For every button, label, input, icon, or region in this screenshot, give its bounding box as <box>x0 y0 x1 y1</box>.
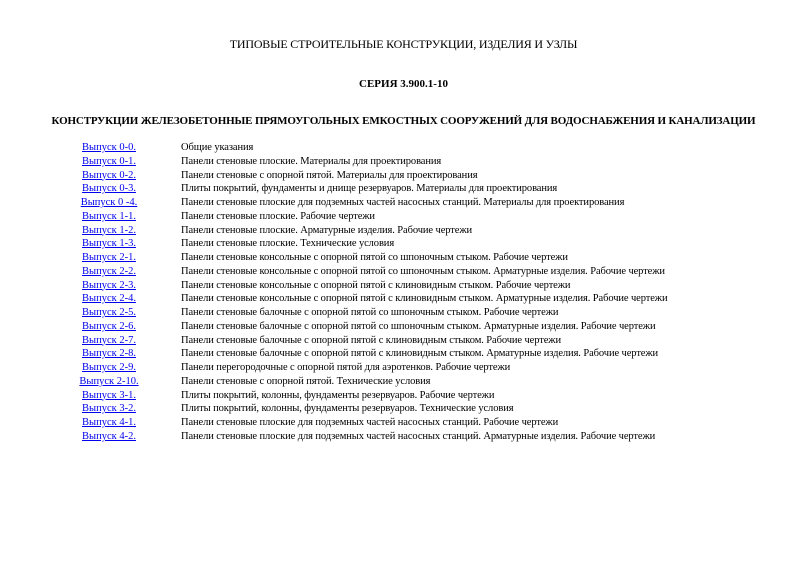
issue-row <box>0 292 807 306</box>
issue-description: Панели стеновые балочные с опорной пятой с клиновидным стыком. Рабочие чертежи <box>181 334 561 346</box>
issue-description: Панели стеновые балочные с опорной пятой с клиновидным стыком. Арматурные изделия. Рабочие чертежи <box>181 348 659 360</box>
series-number: СЕРИЯ 3.900.1-10 <box>359 78 448 90</box>
issue-row <box>0 251 807 265</box>
document-title: КОНСТРУКЦИИ ЖЕЛЕЗОБЕТОННЫЕ ПРЯМОУГОЛЬНЫХ ЕМКОСТНЫХ СООРУЖЕНИЙ ДЛЯ ВОДОСНАБЖЕНИЯ И КАНАЛИЗАЦИИ <box>51 115 756 127</box>
issue-link[interactable]: Выпуск 2-9. <box>82 362 136 373</box>
issue-link[interactable]: Выпуск 0-0. <box>82 142 136 153</box>
issue-row <box>0 375 807 389</box>
issue-description: Панели стеновые консольные с опорной пятой со шпоночным стыком. Арматурные изделия. Рабочие чертежи <box>181 265 665 277</box>
issue-description: Панели стеновые плоские. Рабочие чертежи <box>181 210 375 222</box>
issue-description: Панели стеновые с опорной пятой. Материалы для проектирования <box>181 169 478 181</box>
issue-row <box>0 334 807 348</box>
issue-description: Панели стеновые консольные с опорной пятой с клиновидным стыком. Рабочие чертежи <box>181 279 571 291</box>
issue-list <box>0 141 807 444</box>
issue-row <box>0 389 807 403</box>
issue-description: Панели стеновые плоские для подземных частей насосных станций. Рабочие чертежи <box>181 417 559 428</box>
issue-row <box>0 237 807 251</box>
issue-link[interactable]: Выпуск 2-3. <box>82 279 136 291</box>
issue-link[interactable]: Выпуск 0-1. <box>82 155 136 167</box>
issue-link[interactable]: Выпуск 1-1. <box>82 210 136 222</box>
issue-link[interactable]: Выпуск 0 -4. <box>80 197 138 208</box>
issue-description: Плиты покрытий, колонны, фундаменты резервуаров. Технические условия <box>181 403 514 415</box>
issue-description: Панели стеновые консольные с опорной пятой с клиновидным стыком. Арматурные изделия. Рабочие чертежи <box>181 293 668 305</box>
issue-link[interactable]: Выпуск 2-6. <box>82 320 136 332</box>
issue-description: Панели стеновые с опорной пятой. Технические условия <box>181 375 431 387</box>
issue-link[interactable]: Выпуск 2-5. <box>82 307 136 318</box>
issue-link[interactable]: Выпуск 0-2. <box>82 169 136 181</box>
issue-row <box>0 196 807 210</box>
issue-description: Плиты покрытий, фундаменты и днище резервуаров. Материалы для проектирования <box>181 183 558 195</box>
issue-row <box>0 306 807 320</box>
issue-link[interactable]: Выпуск 2-8. <box>82 348 136 360</box>
issue-description: Панели стеновые балочные с опорной пятой со шпоночным стыком. Арматурные изделия. Рабочие чертежи <box>181 320 656 332</box>
issue-description: Панели стеновые консольные с опорной пятой со шпоночным стыком. Рабочие чертежи <box>181 252 568 263</box>
issue-link[interactable]: Выпуск 3-2. <box>82 403 136 415</box>
issue-row <box>0 224 807 238</box>
issue-description: Общие указания <box>181 142 254 153</box>
issue-link[interactable]: Выпуск 3-1. <box>82 389 136 401</box>
issue-row <box>0 141 807 155</box>
issue-row <box>0 265 807 279</box>
issue-link[interactable]: Выпуск 2-10. <box>79 375 139 387</box>
issue-link[interactable]: Выпуск 2-1. <box>82 252 136 263</box>
issue-row <box>0 402 807 416</box>
issue-link[interactable]: Выпуск 2-2. <box>82 265 136 277</box>
issue-link[interactable]: Выпуск 1-2. <box>82 224 136 236</box>
issue-link[interactable]: Выпуск 4-2. <box>82 430 136 442</box>
issue-description: Панели стеновые плоские. Арматурные изделия. Рабочие чертежи <box>181 224 472 236</box>
issue-description: Панели стеновые балочные с опорной пятой со шпоночным стыком. Рабочие чертежи <box>181 307 559 318</box>
issue-link[interactable]: Выпуск 2-4. <box>82 293 136 305</box>
issue-description: Плиты покрытий, колонны, фундаменты резервуаров. Рабочие чертежи <box>181 389 495 401</box>
issue-link[interactable]: Выпуск 0-3. <box>82 183 136 195</box>
issue-row <box>0 347 807 361</box>
issue-row <box>0 361 807 375</box>
issue-row <box>0 182 807 196</box>
issue-row <box>0 169 807 183</box>
issue-row <box>0 279 807 293</box>
issue-row <box>0 320 807 334</box>
issue-row <box>0 416 807 430</box>
issue-description: Панели перегородочные с опорной пятой для аэротенков. Рабочие чертежи <box>181 362 511 373</box>
issue-description: Панели стеновые плоские для подземных частей насосных станций. Арматурные изделия. Рабочие чертежи <box>181 430 656 442</box>
issue-row <box>0 430 807 444</box>
issue-description: Панели стеновые плоские. Технические условия <box>181 238 395 250</box>
issue-row <box>0 210 807 224</box>
issue-link[interactable]: Выпуск 2-7. <box>82 334 136 346</box>
issue-link[interactable]: Выпуск 1-3. <box>82 238 136 250</box>
document-heading: ТИПОВЫЕ СТРОИТЕЛЬНЫЕ КОНСТРУКЦИИ, ИЗДЕЛИЯ И УЗЛЫ <box>229 37 578 51</box>
issue-description: Панели стеновые плоские. Материалы для проектирования <box>181 155 442 167</box>
issue-link[interactable]: Выпуск 4-1. <box>82 417 136 428</box>
issue-row <box>0 155 807 169</box>
issue-description: Панели стеновые плоские для подземных частей насосных станций. Материалы для проектирования <box>181 197 625 208</box>
